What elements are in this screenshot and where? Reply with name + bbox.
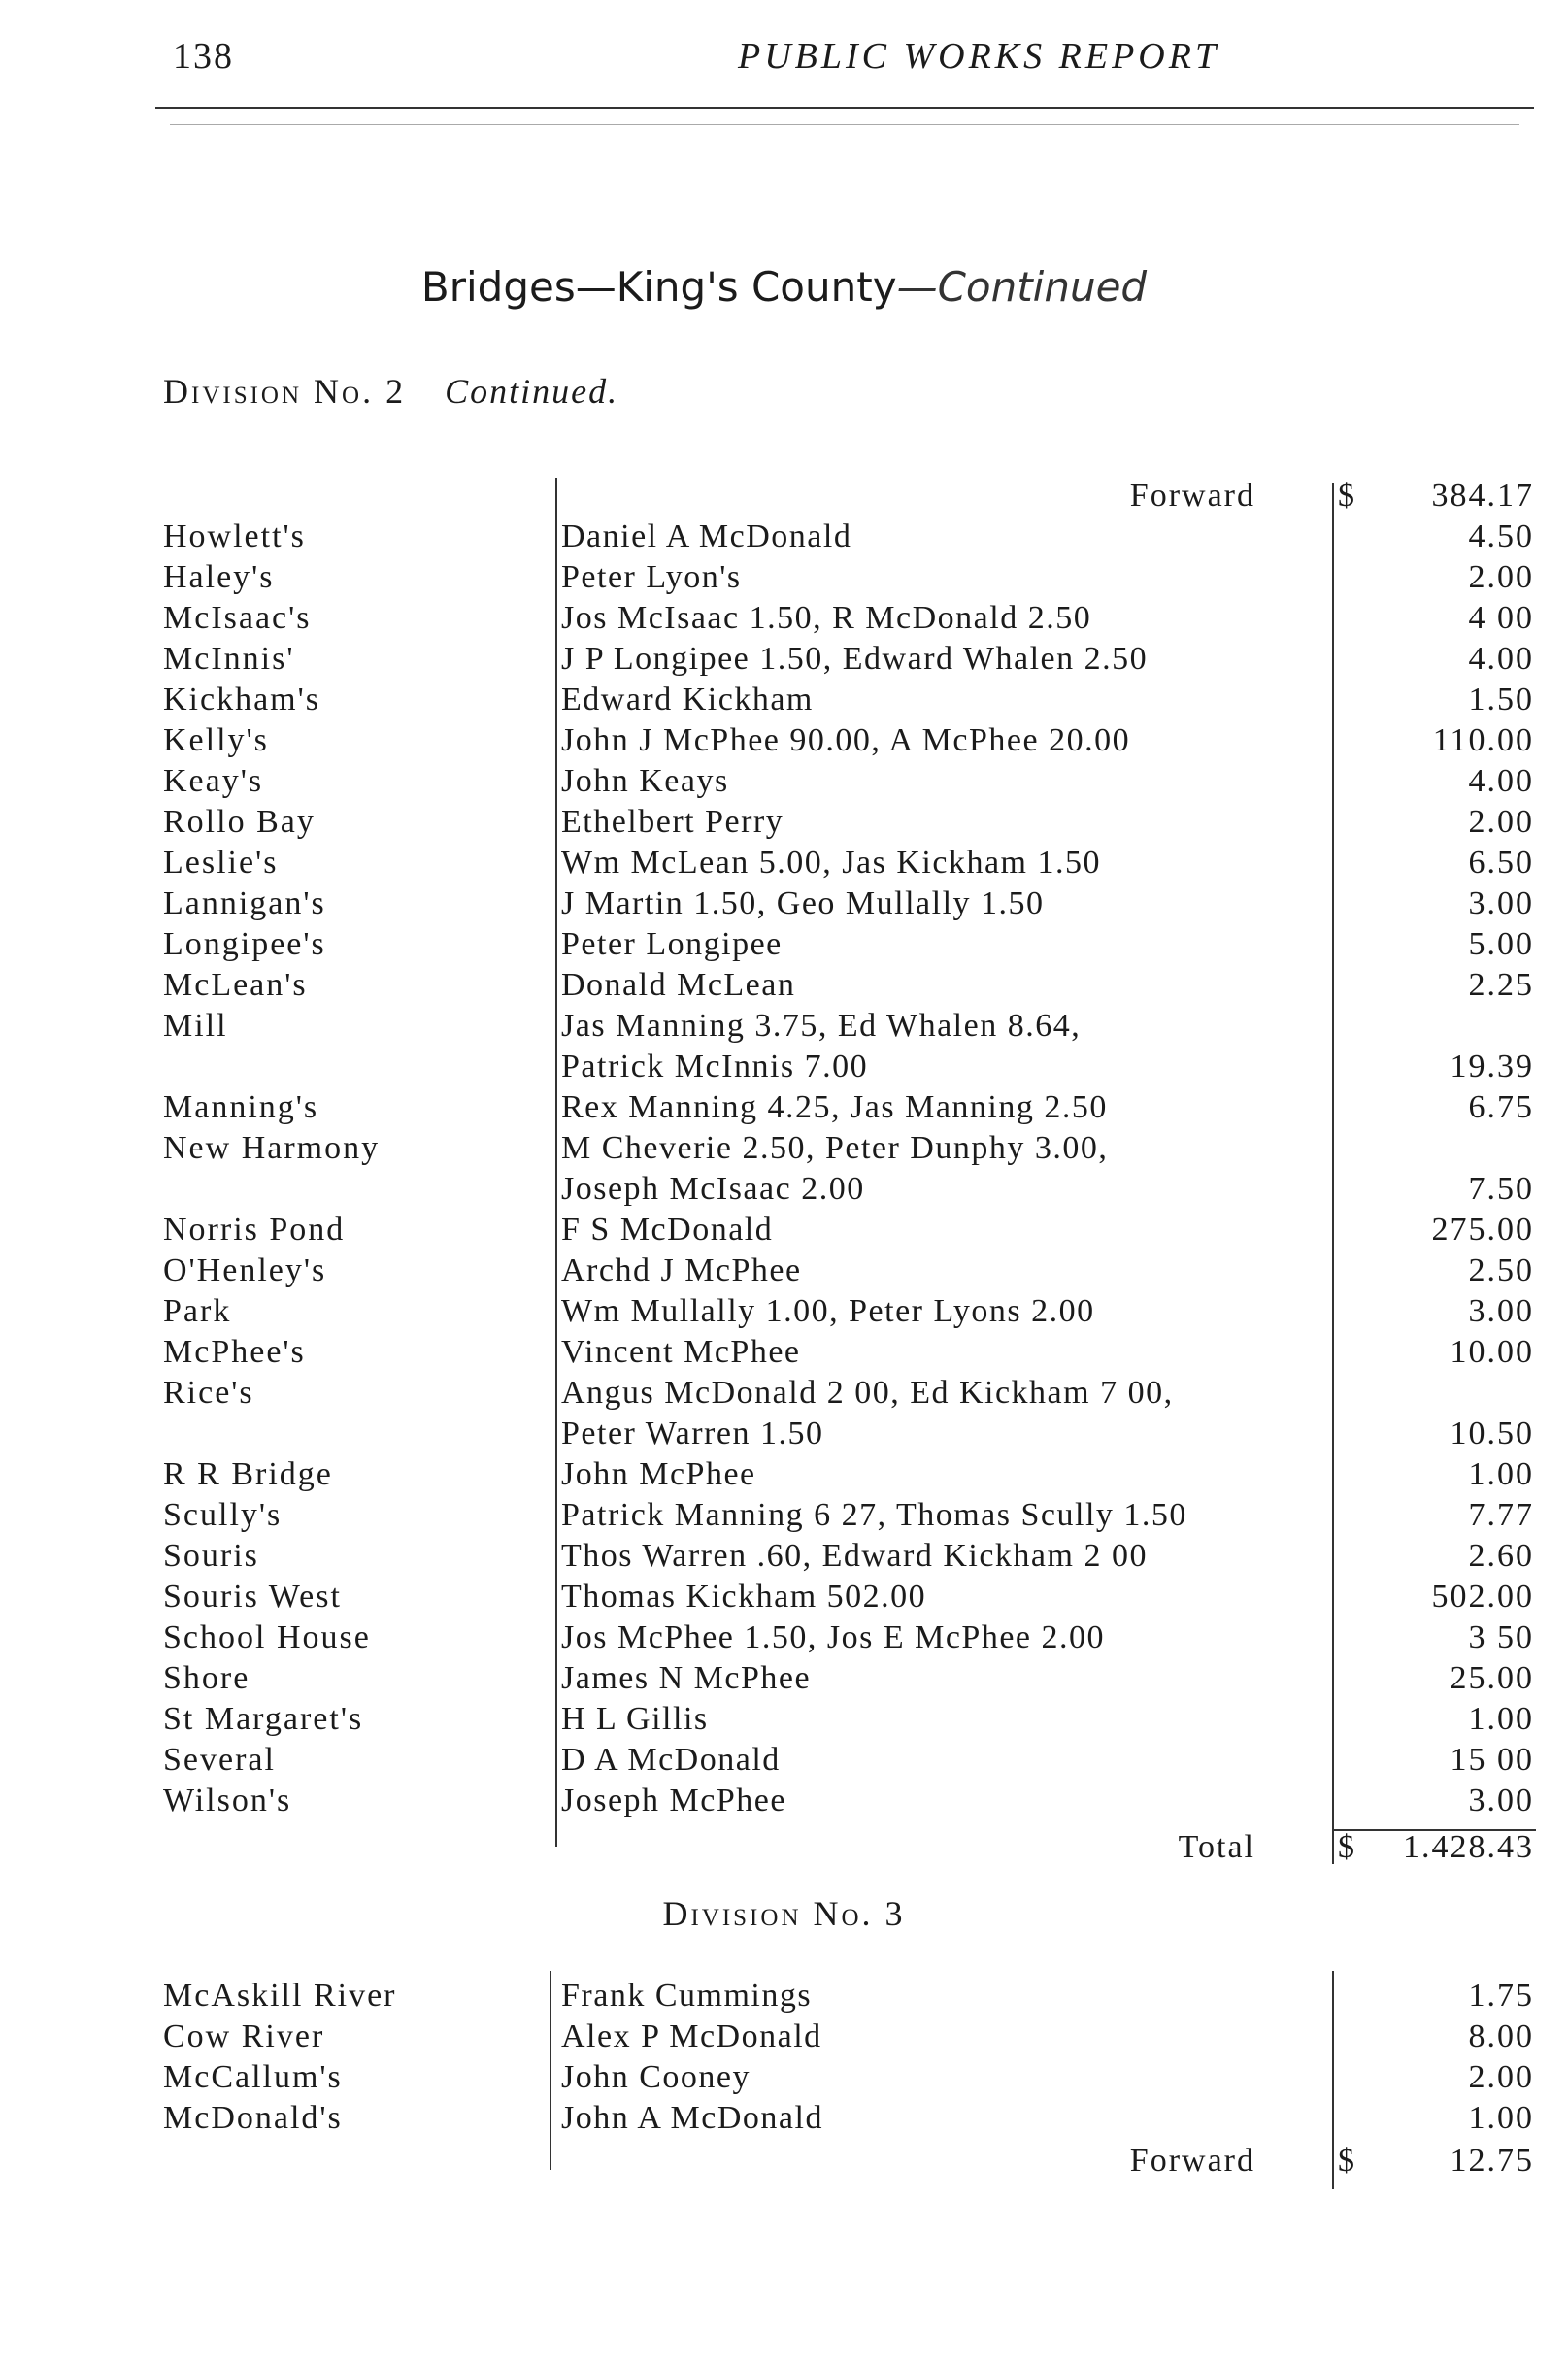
forward-row: [0, 476, 1568, 517]
division-2-continued: Continued.: [445, 372, 619, 411]
total-label: Total: [1178, 1829, 1255, 1865]
payee-name: Wm McLean 5.00, Jas Kickham 1.50: [561, 845, 1101, 881]
row-amount: 2.00: [1468, 804, 1534, 840]
place-name: Souris West: [163, 1579, 342, 1615]
row-amount: 4.00: [1468, 641, 1534, 677]
division-2-label: Division No. 2: [163, 372, 407, 411]
row-amount: 8.00: [1468, 2018, 1534, 2054]
place-name: Several: [163, 1742, 276, 1778]
ledger-row: [0, 1740, 1568, 1781]
ledger-row: [0, 1047, 1568, 1087]
header-rule-thin: [170, 124, 1519, 125]
ledger-row: [0, 2057, 1568, 2098]
payee-name: Jas Manning 3.75, Ed Whalen 8.64,: [561, 1008, 1082, 1044]
place-name: Scully's: [163, 1497, 283, 1533]
row-amount: 3.00: [1468, 885, 1534, 921]
page-number: 138: [173, 36, 234, 77]
ledger-row: [0, 2016, 1568, 2057]
ledger-row: [0, 1454, 1568, 1495]
ledger-row: [0, 1781, 1568, 1821]
place-name: McPhee's: [163, 1334, 306, 1370]
payee-name: J P Longipee 1.50, Edward Whalen 2.50: [561, 641, 1149, 677]
row-amount: 10.50: [1450, 1416, 1534, 1451]
total-amount: 1.428.43: [1403, 1829, 1534, 1865]
section-title-main: Bridges—King's County: [420, 263, 897, 311]
ledger-row: [0, 2098, 1568, 2139]
payee-name: John McPhee: [561, 1456, 756, 1492]
ledger-row: [0, 924, 1568, 965]
ledger-row: [0, 883, 1568, 924]
payee-name: D A McDonald: [561, 1742, 781, 1778]
place-name: McDonald's: [163, 2100, 343, 2136]
row-amount: 4 00: [1468, 600, 1534, 636]
payee-name: Alex P McDonald: [561, 2018, 822, 2054]
dollar-sign: $: [1338, 478, 1354, 514]
ledger-row: [0, 1495, 1568, 1536]
ledger-row: [0, 1169, 1568, 1210]
place-name: R R Bridge: [163, 1456, 333, 1492]
place-name: Wilson's: [163, 1783, 292, 1818]
ledger-row: [0, 639, 1568, 680]
row-amount: 3.00: [1468, 1783, 1534, 1818]
payee-name: Joseph McIsaac 2.00: [561, 1171, 865, 1207]
forward-row: [0, 2141, 1568, 2182]
place-name: McIsaac's: [163, 600, 312, 636]
place-name: Leslie's: [163, 845, 279, 881]
place-name: McAskill River: [163, 1978, 397, 2014]
payee-name: Angus McDonald 2 00, Ed Kickham 7 00,: [561, 1375, 1174, 1411]
place-name: O'Henley's: [163, 1252, 327, 1288]
ledger-row: [0, 598, 1568, 639]
place-name: Manning's: [163, 1089, 319, 1125]
ledger-row: [0, 1577, 1568, 1617]
payee-name: Peter Longipee: [561, 926, 783, 962]
row-amount: 6.75: [1468, 1089, 1534, 1125]
row-amount: 2.25: [1468, 967, 1534, 1003]
place-name: St Margaret's: [163, 1701, 364, 1737]
row-amount: 2.60: [1468, 1538, 1534, 1574]
payee-name: Archd J McPhee: [561, 1252, 802, 1288]
place-name: McInnis': [163, 641, 295, 677]
forward-amount: 12.75: [1450, 2143, 1534, 2179]
row-amount: 3 50: [1468, 1619, 1534, 1655]
division-3-heading: Division No. 3: [662, 1894, 906, 1933]
ledger-row: [0, 720, 1568, 761]
ledger-row: [0, 1210, 1568, 1250]
row-amount: 1.75: [1468, 1978, 1534, 2014]
ledger-row: [0, 1006, 1568, 1047]
ledger-row: [0, 1332, 1568, 1373]
row-amount: 1.00: [1468, 1456, 1534, 1492]
payee-name: Thomas Kickham 502.00: [561, 1579, 927, 1615]
ledger-row: [0, 761, 1568, 802]
row-amount: 7.77: [1468, 1497, 1534, 1533]
payee-name: Rex Manning 4.25, Jas Manning 2.50: [561, 1089, 1108, 1125]
row-amount: 502.00: [1431, 1579, 1534, 1615]
place-name: Park: [163, 1293, 232, 1329]
row-amount: 3.00: [1468, 1293, 1534, 1329]
payee-name: Patrick McInnis 7.00: [561, 1049, 869, 1084]
dollar-sign: $: [1338, 2143, 1354, 2179]
ledger-row: [0, 680, 1568, 720]
place-name: New Harmony: [163, 1130, 381, 1166]
payee-name: Ethelbert Perry: [561, 804, 784, 840]
row-amount: 5.00: [1468, 926, 1534, 962]
ledger-row: [0, 1291, 1568, 1332]
place-name: Cow River: [163, 2018, 325, 2054]
ledger-row: [0, 1087, 1568, 1128]
row-amount: 25.00: [1450, 1660, 1534, 1696]
row-amount: 2.50: [1468, 1252, 1534, 1288]
place-name: Lannigan's: [163, 885, 326, 921]
row-amount: 2.00: [1468, 2059, 1534, 2095]
forward-amount: 384.17: [1431, 478, 1534, 514]
place-name: Longipee's: [163, 926, 326, 962]
payee-name: Donald McLean: [561, 967, 796, 1003]
payee-name: Frank Cummings: [561, 1978, 813, 2014]
payee-name: Peter Lyon's: [561, 559, 742, 595]
payee-name: John A McDonald: [561, 2100, 823, 2136]
page-header: [155, 29, 1534, 107]
payee-name: John Cooney: [561, 2059, 751, 2095]
ledger-row: [0, 1699, 1568, 1740]
payee-name: Peter Warren 1.50: [561, 1416, 824, 1451]
payee-name: Jos McPhee 1.50, Jos E McPhee 2.00: [561, 1619, 1106, 1655]
payee-name: John Keays: [561, 763, 729, 799]
row-amount: 7.50: [1468, 1171, 1534, 1207]
place-name: Shore: [163, 1660, 250, 1696]
payee-name: James N McPhee: [561, 1660, 812, 1696]
payee-name: M Cheverie 2.50, Peter Dunphy 3.00,: [561, 1130, 1109, 1166]
payee-name: Patrick Manning 6 27, Thomas Scully 1.50: [561, 1497, 1187, 1533]
row-amount: 2.00: [1468, 559, 1534, 595]
place-name: Kelly's: [163, 722, 269, 758]
ledger-row: [0, 1414, 1568, 1454]
payee-name: J Martin 1.50, Geo Mullally 1.50: [561, 885, 1045, 921]
ledger-row: [0, 557, 1568, 598]
ledger-row: [0, 517, 1568, 557]
row-amount: 4.00: [1468, 763, 1534, 799]
place-name: Haley's: [163, 559, 275, 595]
payee-name: Vincent McPhee: [561, 1334, 801, 1370]
ledger-row: [0, 1658, 1568, 1699]
ledger-row: [0, 1976, 1568, 2016]
ledger-row: [0, 1128, 1568, 1169]
payee-name: Wm Mullally 1.00, Peter Lyons 2.00: [561, 1293, 1095, 1329]
place-name: Souris: [163, 1538, 259, 1574]
ledger-row: [0, 1373, 1568, 1414]
place-name: McLean's: [163, 967, 308, 1003]
place-name: Howlett's: [163, 518, 306, 554]
place-name: Rollo Bay: [163, 804, 316, 840]
place-name: McCallum's: [163, 2059, 343, 2095]
ledger-row: [0, 1536, 1568, 1577]
division-2-heading: [163, 371, 618, 412]
row-amount: 15 00: [1450, 1742, 1534, 1778]
payee-name: Joseph McPhee: [561, 1783, 786, 1818]
row-amount: 1.00: [1468, 1701, 1534, 1737]
ledger-row: [0, 843, 1568, 883]
place-name: Mill: [163, 1008, 228, 1044]
place-name: Rice's: [163, 1375, 254, 1411]
total-row: [0, 1827, 1568, 1868]
row-amount: 1.50: [1468, 682, 1534, 717]
section-title: [0, 260, 1568, 312]
row-amount: 10.00: [1450, 1334, 1534, 1370]
section-title-continued: —Continued: [896, 263, 1148, 311]
place-name: Keay's: [163, 763, 264, 799]
payee-name: John J McPhee 90.00, A McPhee 20.00: [561, 722, 1131, 758]
row-amount: 275.00: [1431, 1212, 1534, 1248]
row-amount: 1.00: [1468, 2100, 1534, 2136]
forward-label: Forward: [1129, 478, 1255, 514]
payee-name: H L Gillis: [561, 1701, 709, 1737]
row-amount: 6.50: [1468, 845, 1534, 881]
place-name: Norris Pond: [163, 1212, 346, 1248]
header-rule: [155, 107, 1534, 109]
place-name: Kickham's: [163, 682, 320, 717]
ledger-row: [0, 965, 1568, 1006]
payee-name: Thos Warren .60, Edward Kickham 2 00: [561, 1538, 1148, 1574]
dollar-sign: $: [1338, 1829, 1354, 1865]
running-title: PUBLIC WORKS REPORT: [738, 36, 1220, 77]
ledger-row: [0, 1617, 1568, 1658]
place-name: School House: [163, 1619, 371, 1655]
forward-label: Forward: [1129, 2143, 1255, 2179]
row-amount: 110.00: [1432, 722, 1534, 758]
payee-name: Daniel A McDonald: [561, 518, 852, 554]
row-amount: 4.50: [1468, 518, 1534, 554]
payee-name: Edward Kickham: [561, 682, 814, 717]
payee-name: Jos McIsaac 1.50, R McDonald 2.50: [561, 600, 1092, 636]
ledger-row: [0, 1250, 1568, 1291]
payee-name: F S McDonald: [561, 1212, 774, 1248]
ledger-row: [0, 802, 1568, 843]
row-amount: 19.39: [1450, 1049, 1534, 1084]
